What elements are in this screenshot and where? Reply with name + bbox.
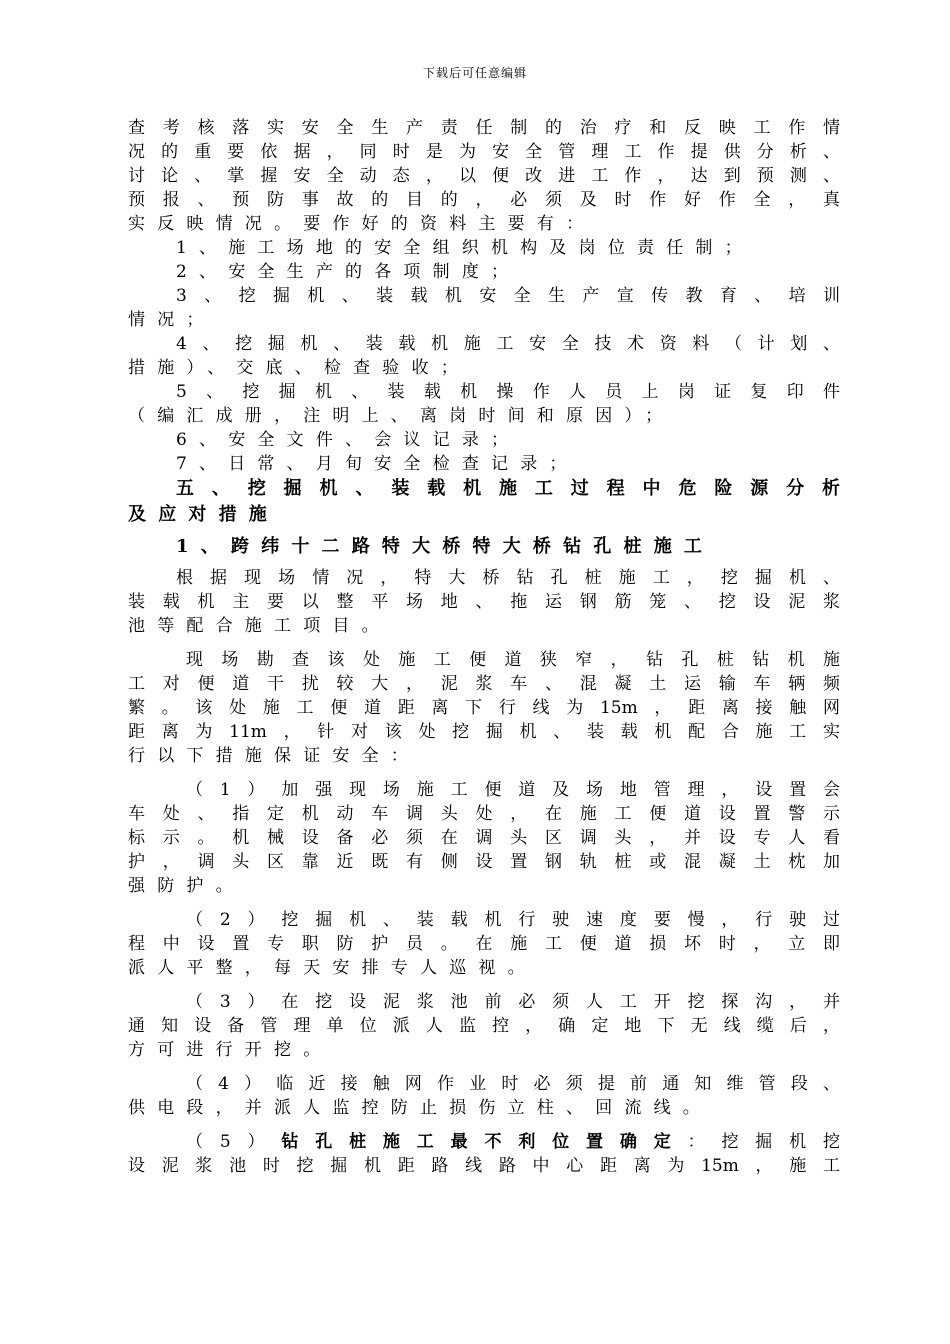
list-item-2 (128, 260, 840, 284)
text-line: （4）临近接触网作业时必须提前通知维管段、 (186, 1074, 840, 1094)
measure-5 (128, 1130, 840, 1178)
text-line: 装载机主要以整平场地、拖运钢筋笼、挖设泥浆 (128, 592, 840, 612)
measure-1 (128, 778, 840, 898)
text-line: 护，调头区靠近既有侧设置钢轨桩或混凝土枕加 (128, 852, 840, 872)
paragraph-site (128, 566, 840, 638)
text-line: 设泥浆池时挖掘机距路线路中心距离为15m，施工 (128, 1156, 840, 1176)
text-span: 及应对措施 (128, 504, 279, 525)
text-line: 工对便道干扰较大，泥浆车、混凝土运输车辆频 (128, 674, 840, 694)
page-header: 下载后可任意编辑 (422, 66, 527, 80)
measure-5-bold-title: 钻孔桩施工最不利位置确定 (281, 1132, 688, 1152)
section-heading (128, 476, 840, 528)
text-span: 1、跨纬十二路特大桥特大桥钻孔桩施工 (176, 536, 715, 557)
text-line: （1）加强现场施工便道及场地管理，设置会 (186, 780, 840, 800)
text-span: 措施）、交底、检查验收； (128, 358, 470, 378)
paragraph-survey (128, 648, 840, 768)
list-item-text: 6、安全文件、会议记录； (176, 430, 521, 450)
paragraph-intro (128, 116, 840, 236)
list-item-5 (128, 380, 840, 428)
text-line: 查考核落实安全生产责任制的治疗和反映工作情 (128, 118, 840, 138)
text-span: 方可进行开挖。 (128, 1040, 333, 1060)
list-item-4 (128, 332, 840, 380)
text-span: 情况； (128, 310, 216, 330)
text-line: 预报、预防事故的目的，必须及时作好作全，真 (128, 190, 840, 210)
text-line: 标示。机械设备必须在调头区调头，并设专人看 (128, 828, 840, 848)
text-line (128, 404, 840, 428)
text-line (128, 1096, 840, 1120)
text-line (128, 1038, 840, 1062)
text-line: 讨论、掌握安全动态，以便改进工作，达到预测、 (128, 166, 840, 186)
measure-2 (128, 908, 840, 980)
measure-5-text: ：挖掘机挖 (687, 1132, 840, 1152)
text-line: 车处、指定机动车调头处，在施工便道设置警示 (128, 804, 840, 824)
text-line: 根据现场情况，特大桥钻孔桩施工，挖掘机、 (176, 568, 840, 588)
text-line: 5、挖掘机、装载机操作人员上岗证复印件 (176, 382, 840, 402)
text-span: 强防护。 (128, 876, 245, 896)
text-line (128, 356, 840, 380)
text-line: 现场勘查该处施工便道狭窄，钻孔桩钻机施 (186, 650, 840, 670)
text-line: 3、挖掘机、装载机安全生产宣传教育、培训 (176, 286, 840, 306)
text-line: 4、挖掘机、装载机施工安全技术资料（计划、 (176, 334, 840, 354)
text-span: 行以下措施保证安全： (128, 746, 420, 766)
document-body (128, 116, 840, 1178)
text-line (128, 874, 840, 898)
text-span: （编汇成册，注明上、离岗时间和原因）； (128, 406, 675, 426)
text-span: 供电段，并派人监控防止损伤立柱、回流线。 (128, 1098, 712, 1118)
measure-4 (128, 1072, 840, 1120)
text-line (128, 212, 840, 236)
heading-line: 五、挖掘机、装载机施工过程中危险源分析 (176, 478, 840, 499)
text-line: 况的重要依据，同时是为安全管理工作提供分析、 (128, 142, 840, 162)
text-line: 通知设备管理单位派人监控，确定地下无线缆后， (128, 1016, 840, 1036)
list-item-text: 1、施工场地的安全组织机构及岗位责任制； (176, 238, 754, 258)
text-line: （2）挖掘机、装载机行驶速度要慢，行驶过 (186, 910, 840, 930)
heading-line (128, 502, 840, 528)
text-span: 实反映情况。要作好的资料主要有： (128, 214, 596, 234)
measure-5-number: （5） (186, 1132, 282, 1152)
list-item-1 (128, 236, 840, 260)
text-line (128, 308, 840, 332)
text-line (128, 1130, 840, 1154)
text-line: 繁。该处施工便道距离下行线为15m，距离接触网 (128, 698, 840, 718)
text-span: 派人平整，每天安排专人巡视。 (128, 958, 537, 978)
text-span: 池等配合施工项目。 (128, 616, 391, 636)
list-item-6 (128, 428, 840, 452)
text-line: （3）在挖设泥浆池前必须人工开挖探沟，并 (186, 992, 840, 1012)
measure-3 (128, 990, 840, 1062)
list-item-text: 7、日常、月旬安全检查记录； (176, 454, 579, 474)
text-line: 距离为11m，针对该处挖掘机、装载机配合施工实 (128, 722, 840, 742)
text-line (128, 614, 840, 638)
text-line (128, 956, 840, 980)
list-item-7 (128, 452, 840, 476)
subsection-heading (128, 534, 840, 560)
list-item-text: 2、安全生产的各项制度； (176, 262, 521, 282)
list-item-3 (128, 284, 840, 332)
text-line: 程中设置专职防护员。在施工便道损坏时，立即 (128, 934, 840, 954)
text-line (128, 744, 840, 768)
